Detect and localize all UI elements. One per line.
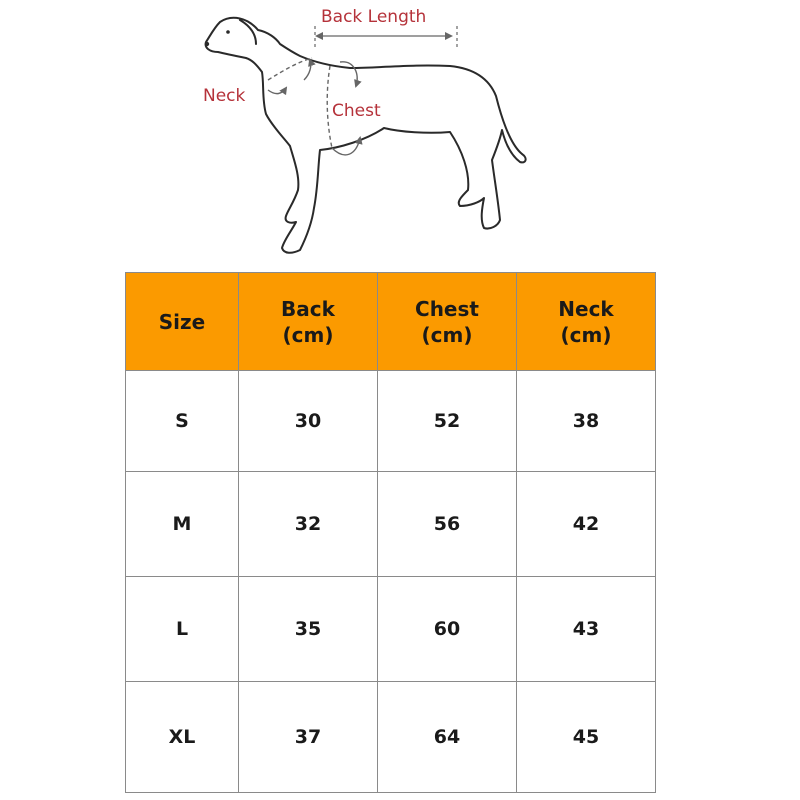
dog-nose [205,42,209,46]
table-row [126,682,656,793]
header-neck [517,273,656,371]
cell-size: XL [126,682,239,793]
cell-size: L [126,577,239,682]
chest-label: Chest [332,101,381,121]
back-length-label: Back Length [321,7,427,27]
dog-measurement-diagram [0,0,800,270]
cell-neck: 38 [517,371,656,472]
cell-neck: 43 [517,577,656,682]
cell-back: 32 [239,472,378,577]
dog-ear [240,20,256,44]
cell-chest: 64 [378,682,517,793]
table-row [126,371,656,472]
cell-neck: 45 [517,682,656,793]
table-row [126,472,656,577]
cell-back: 30 [239,371,378,472]
header-size [126,273,239,371]
cell-chest: 52 [378,371,517,472]
header-chest-label: Chest [415,296,479,321]
dog-eye [226,30,230,34]
cell-chest: 60 [378,577,517,682]
header-back [239,273,378,371]
neck-arrow-upper [304,60,311,80]
header-size-label: Size [158,309,206,334]
header-back-unit: (cm) [282,322,334,347]
table-header-row [126,273,656,371]
cell-neck: 42 [517,472,656,577]
neck-label: Neck [203,86,246,106]
neck-dashed-line [268,58,312,80]
dog-outline [206,18,526,253]
cell-chest: 56 [378,472,517,577]
size-chart-table [125,272,656,793]
cell-size: S [126,371,239,472]
header-neck-label: Neck [558,296,614,321]
chest-arrow-top [340,62,357,86]
table-row [126,577,656,682]
neck-arrow [268,88,286,94]
header-chest [378,273,517,371]
cell-back: 35 [239,577,378,682]
cell-size: M [126,472,239,577]
header-neck-unit: (cm) [560,322,612,347]
cell-back: 37 [239,682,378,793]
header-back-label: Back [281,296,335,321]
header-chest-unit: (cm) [421,322,473,347]
